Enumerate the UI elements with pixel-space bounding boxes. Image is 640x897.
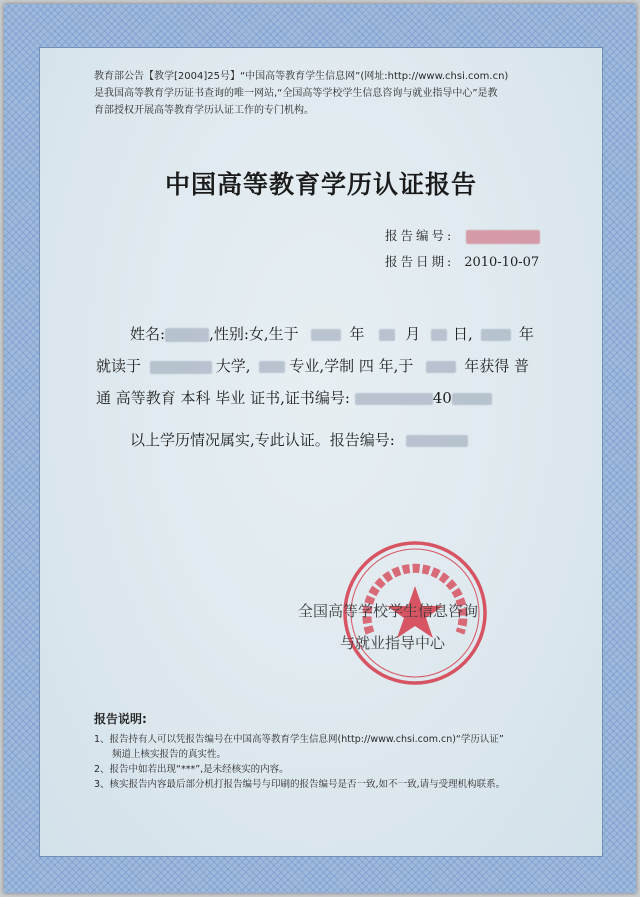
name-redacted: [165, 328, 209, 342]
report-number-row: [385, 226, 540, 244]
notes-list: [94, 732, 594, 792]
cert-number-visible: 40: [432, 389, 452, 407]
notice-line-1: 教育部公告【教学[2004]25号】“中国高等教育学生信息网”(网址:http://www.chsi.com.cn): [94, 71, 509, 82]
report-title: 中国高等教育学历认证报告: [164, 170, 477, 199]
enroll-year-redacted: [481, 329, 511, 341]
verification-statement: 以上学历情况属实,专此认证。报告编号:: [130, 431, 395, 449]
body-line-1: [96, 320, 620, 348]
report-number-redacted-2: [406, 435, 468, 447]
grad-year-redacted: [426, 361, 456, 373]
birth-year-redacted: [311, 329, 341, 341]
cert-number-redacted-a: [355, 393, 433, 405]
cert-number-redacted-b: [452, 393, 492, 405]
body-line-2: [96, 352, 586, 380]
month-label: 月: [405, 325, 421, 343]
gender-birth-text: ,性别:女,生于: [209, 325, 299, 343]
notice-line-2: 是我国高等教育学历证书查询的唯一网站,“全国高等学校学生信息咨询与就业指导中心”是教: [94, 88, 498, 99]
day-label: 日,: [453, 325, 473, 343]
graduation-text: 年获得 普: [464, 357, 529, 375]
issuer-line-2: 与就业指导中心: [340, 634, 446, 652]
notice-line-3: 育部授权开展高等教育学历认证工作的专门机构。: [94, 105, 314, 116]
notice-header: [94, 68, 594, 119]
body-line-3: [96, 384, 586, 412]
note-item-3: 3、核实报告内容最后部分机打报告编号与印刷的报告编号是否一致,如不一致,请与受理机构联系。: [94, 779, 506, 790]
issuer-line-1: 全国高等学校学生信息咨询: [298, 602, 479, 620]
report-date-label: 报告日期:: [385, 254, 455, 269]
birth-day-redacted: [431, 329, 447, 341]
report-date-row: [385, 252, 539, 270]
year-label: 年: [349, 325, 365, 343]
birth-month-redacted: [379, 329, 395, 341]
notes-title: 报告说明:: [94, 712, 147, 726]
cert-number-label: 通 高等教育 本科 毕业 证书,证书编号:: [96, 389, 350, 407]
university-redacted: [150, 361, 212, 374]
report-date-value: 2010-10-07: [464, 255, 540, 270]
enrolled-at-label: 就读于: [96, 357, 142, 375]
certificate-page: [4, 4, 636, 893]
note-item-2: 2、报告中如若出现“***”,是未经核实的内容。: [94, 764, 289, 775]
enroll-year-label: 年: [518, 325, 534, 343]
university-suffix: 大学,: [215, 357, 251, 375]
name-label: 姓名:: [130, 325, 166, 343]
note-item-1: 1、报告持有人可以凭报告编号在中国高等教育学生信息网(http://www.chsi.com.cn)“学历认证”: [94, 734, 504, 745]
report-number-redacted: [466, 230, 540, 244]
certificate-body: [40, 48, 602, 856]
note-item-1-cont: 频道上核实报告的真实性。: [112, 749, 227, 760]
body-line-4: [96, 426, 620, 454]
major-redacted: [259, 361, 285, 373]
major-duration-text: 专业,学制 四 年,于: [289, 357, 414, 375]
report-number-label: 报告编号:: [385, 228, 455, 243]
